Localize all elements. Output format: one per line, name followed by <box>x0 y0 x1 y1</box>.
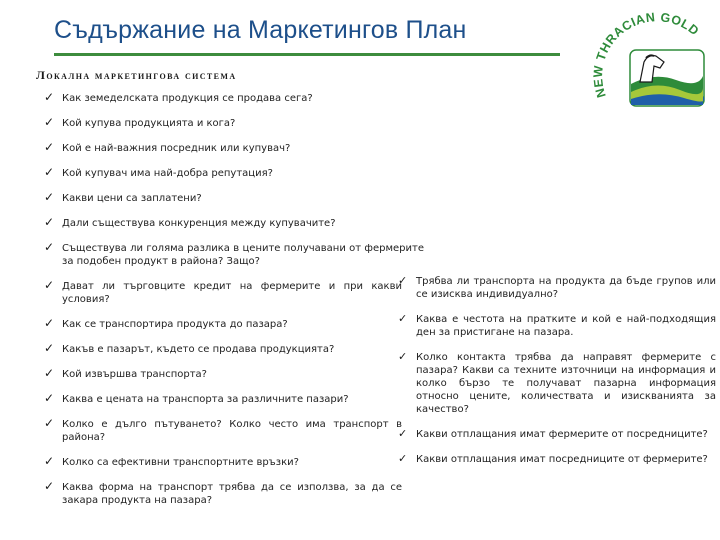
checkmark-icon: ✓ <box>44 391 55 405</box>
list-item: ✓ Кой купувач има най-добра репутация? <box>44 165 273 179</box>
checkmark-icon: ✓ <box>44 215 55 229</box>
list-item: ✓ Кой извършва транспорта? <box>44 366 207 380</box>
section-heading: Локална маркетингова система <box>36 68 237 82</box>
title-underline <box>54 53 560 56</box>
checkmark-icon: ✓ <box>398 312 408 325</box>
checkmark-icon: ✓ <box>44 240 55 254</box>
list-item: ✓ Колко са ефективни транспортните връзки? <box>44 454 299 468</box>
checkmark-icon: ✓ <box>398 427 408 440</box>
list-item: ✓ Какви отплащания имат посредниците от фермерите? <box>398 452 708 465</box>
checkmark-icon: ✓ <box>44 165 55 179</box>
list-item: ✓ Съществува ли голяма разлика в цените получавани от фермерите за подобен продукт в района? Защо? <box>44 240 424 267</box>
right-question-list <box>398 275 716 478</box>
checkmark-icon: ✓ <box>398 350 408 363</box>
checkmark-icon: ✓ <box>44 366 55 380</box>
checkmark-icon: ✓ <box>44 190 55 204</box>
list-item: ✓ Дават ли търговците кредит на фермерите и при какви условия? <box>44 278 402 305</box>
checkmark-icon: ✓ <box>44 90 55 104</box>
list-item: ✓ Трябва ли транспорта на продукта да бъде групов или се изисква индивидуално? <box>398 274 716 300</box>
checkmark-icon: ✓ <box>44 341 55 355</box>
list-item: ✓ Как се транспортира продукта до пазара? <box>44 316 288 330</box>
list-item: ✓ Кой е най-важния посредник или купувач? <box>44 140 291 154</box>
checkmark-icon: ✓ <box>44 115 55 129</box>
checkmark-icon: ✓ <box>44 454 55 468</box>
list-item: ✓ Как земеделската продукция се продава сега? <box>44 90 313 104</box>
checkmark-icon: ✓ <box>398 452 408 465</box>
list-item: ✓ Каква е цената на транспорта за различните пазари? <box>44 391 349 405</box>
list-item: ✓ Дали съществува конкуренция между купувачите? <box>44 215 336 229</box>
logo-text: NEW THRACIAN GOLD <box>590 10 702 100</box>
checkmark-icon: ✓ <box>44 316 55 330</box>
checkmark-icon: ✓ <box>44 140 55 154</box>
checkmark-icon: ✓ <box>44 278 55 292</box>
list-item: ✓ Каква форма на транспорт трябва да се използва, за да се закара продукта на пазара? <box>44 479 402 506</box>
list-item: ✓ Колко контакта трябва да направят фермерите с пазара? Какви са техните източници на информация и колко бързо те получават пазарна информация относно цените, количествата и изискванията за качество? <box>398 350 716 415</box>
checkmark-icon: ✓ <box>44 479 55 493</box>
page-title: Съдържание на Маркетингов План <box>54 16 467 44</box>
left-question-list <box>44 92 424 519</box>
checkmark-icon: ✓ <box>398 274 408 287</box>
list-item: ✓ Какъв е пазарът, където се продава продукцията? <box>44 341 335 355</box>
new-thracian-gold-logo <box>584 10 714 110</box>
list-item: ✓ Какви отплащания имат фермерите от посредниците? <box>398 427 708 440</box>
list-item: ✓ Колко е дълго пътуването? Колко често има транспорт в района? <box>44 416 402 443</box>
list-item: ✓ Каква е честота на пратките и кой е най-подходящия ден за пристигане на пазара. <box>398 312 716 338</box>
list-item: ✓ Какви цени са заплатени? <box>44 190 202 204</box>
checkmark-icon: ✓ <box>44 416 55 430</box>
list-item: ✓ Кой купува продукцията и кога? <box>44 115 236 129</box>
